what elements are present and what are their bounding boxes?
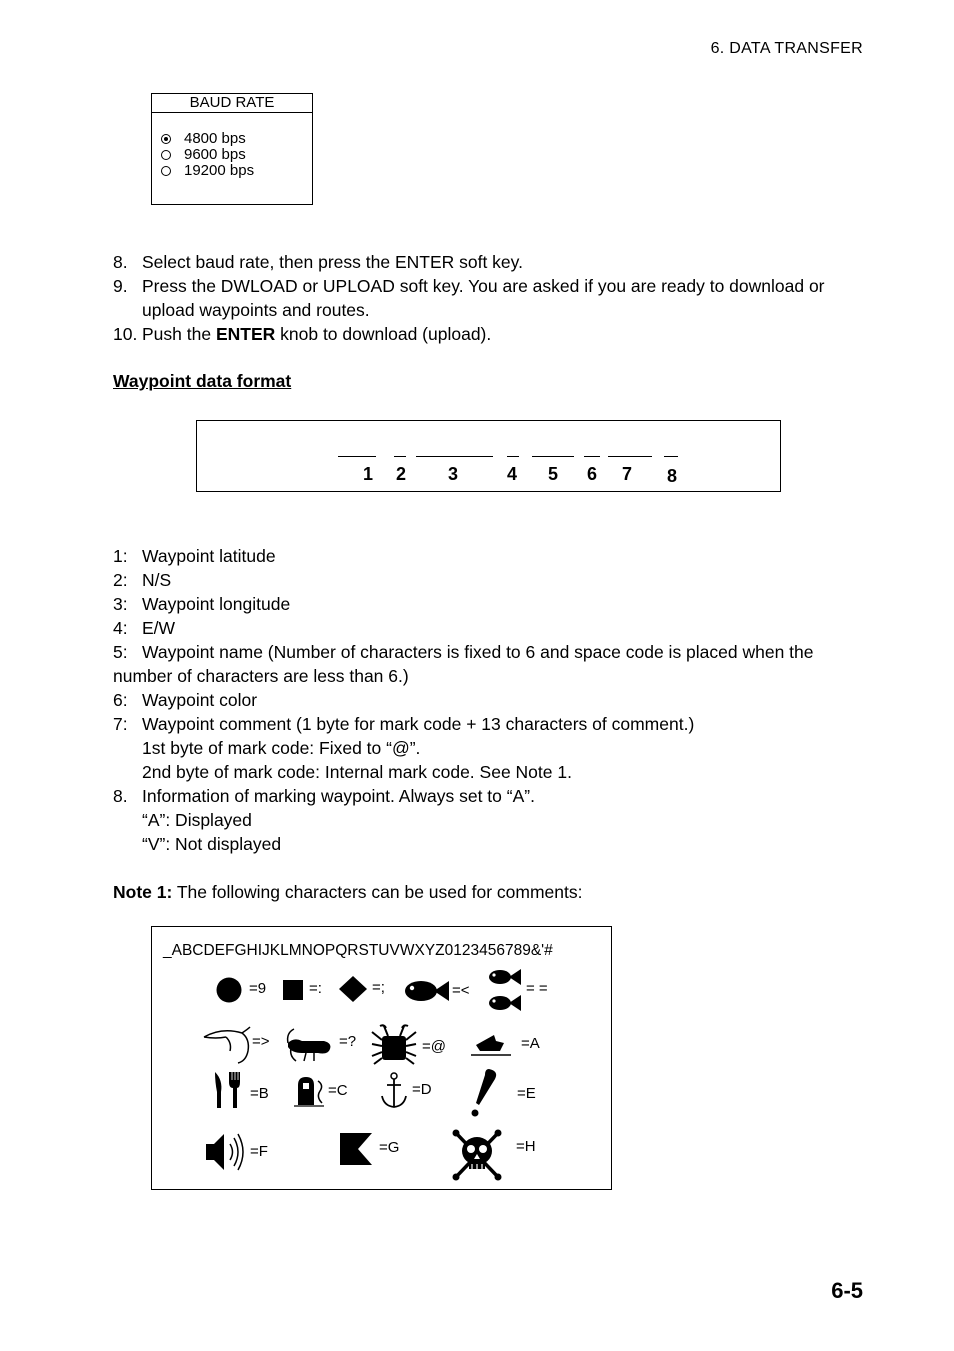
waypoint-format-heading: Waypoint data format xyxy=(113,371,292,391)
definition-number: 5: xyxy=(113,642,128,662)
definition-subline: 1st byte of mark code: Fixed to “@”. xyxy=(142,738,421,758)
field-underline xyxy=(338,456,376,457)
mark-code: =; xyxy=(372,979,385,996)
mark-code: = = xyxy=(526,980,548,997)
step-number: 9. xyxy=(113,276,128,296)
field-underline xyxy=(416,456,493,457)
definition-subline: 2nd byte of mark code: Internal mark code. See Note 1. xyxy=(142,762,572,782)
mark-code: =A xyxy=(521,1035,540,1052)
field-number: 6 xyxy=(586,464,597,484)
baud-rate-options xyxy=(152,131,312,179)
mark-code: =G xyxy=(379,1139,400,1156)
speaker-icon xyxy=(204,1130,246,1174)
fork-knife-icon xyxy=(213,1070,241,1110)
mark-code: =E xyxy=(517,1085,536,1102)
enter-knob-label: ENTER xyxy=(215,324,276,344)
definition-item xyxy=(113,544,873,568)
definition-item xyxy=(113,688,873,712)
baud-option-19200[interactable] xyxy=(152,163,312,179)
definition-text: Information of marking waypoint. Always set to “A”. xyxy=(142,786,535,806)
mark-code: =D xyxy=(412,1081,432,1098)
definition-item xyxy=(113,640,873,664)
definition-item xyxy=(113,712,873,736)
definition-number: 6: xyxy=(113,690,128,710)
definition-text: Waypoint name (Number of characters is fixed to 6 and space code is placed when the xyxy=(142,642,814,662)
two-fish-icon xyxy=(488,967,522,1015)
field-underline xyxy=(532,456,574,457)
step-text: Press the DWLOAD or UPLOAD soft key. You are asked if you are ready to download or upload waypoints and routes. xyxy=(142,276,825,320)
step-text: Select baud rate, then press the ENTER soft key. xyxy=(142,252,523,272)
definition-number: 8. xyxy=(113,786,128,806)
step-item xyxy=(113,250,873,274)
definition-item xyxy=(113,784,873,808)
definition-number: 4: xyxy=(113,618,128,638)
radio-selected-icon[interactable] xyxy=(161,134,171,144)
skull-crossbones-icon xyxy=(452,1129,502,1181)
baud-option-label: 9600 bps xyxy=(184,146,246,163)
field-definitions xyxy=(113,544,873,856)
definition-text: Waypoint comment (1 byte for mark code + 13 characters of comment.) xyxy=(142,714,695,734)
definition-text: Waypoint longitude xyxy=(142,594,291,614)
definition-number: 1: xyxy=(113,546,128,566)
mark-code: =9 xyxy=(249,980,267,997)
page-number: 6-5 xyxy=(831,1278,863,1303)
definition-item xyxy=(113,568,873,592)
definition-subline: “V”: Not displayed xyxy=(142,834,282,854)
step-text xyxy=(113,322,873,346)
wreck-icon xyxy=(470,1031,512,1057)
mark-code: =F xyxy=(250,1143,268,1160)
note-label: Note 1: xyxy=(113,882,173,902)
baud-option-4800[interactable] xyxy=(152,131,312,147)
definition-text: Waypoint latitude xyxy=(142,546,276,566)
shrimp-icon xyxy=(284,1027,334,1063)
field-number: 8 xyxy=(666,466,677,486)
step-text-post: knob to download (upload). xyxy=(275,324,492,344)
character-set: _ABCDEFGHIJKLMNOPQRSTUVWXYZ0123456789&'# xyxy=(163,942,553,959)
waypoint-format-diagram xyxy=(196,420,781,492)
step-item xyxy=(113,274,873,322)
mark-code: =@ xyxy=(422,1038,446,1055)
dolphin-icon xyxy=(202,1025,252,1065)
baud-rate-dialog xyxy=(151,93,313,205)
mark-code: => xyxy=(252,1033,270,1050)
field-underline xyxy=(664,456,678,457)
definition-text: N/S xyxy=(142,570,172,590)
field-number: 7 xyxy=(621,464,632,484)
step-item xyxy=(113,322,873,346)
field-underline xyxy=(608,456,652,457)
field-number: 3 xyxy=(447,464,458,484)
fish-icon xyxy=(404,978,450,1004)
flag-icon xyxy=(338,1131,374,1167)
mark-code: =C xyxy=(328,1082,348,1099)
definition-item xyxy=(113,616,873,640)
field-number: 5 xyxy=(547,464,558,484)
procedure-steps xyxy=(113,250,873,346)
baud-option-9600[interactable] xyxy=(152,147,312,163)
diamond-icon xyxy=(338,975,368,1003)
definition-subline: “A”: Displayed xyxy=(142,810,252,830)
mark-code: =: xyxy=(309,980,322,997)
note-1 xyxy=(113,880,582,904)
definition-item xyxy=(113,592,873,616)
mark-code: =H xyxy=(516,1138,536,1155)
definition-text: Waypoint color xyxy=(142,690,258,710)
exclamation-icon xyxy=(467,1067,501,1119)
comment-characters-box xyxy=(151,926,612,1190)
field-number: 2 xyxy=(395,464,406,484)
baud-option-label: 4800 bps xyxy=(184,130,246,147)
field-underline xyxy=(394,456,406,457)
baud-option-label: 19200 bps xyxy=(184,162,255,179)
mark-code: =B xyxy=(250,1085,269,1102)
baud-rate-title: BAUD RATE xyxy=(152,94,312,113)
anchor-icon xyxy=(380,1072,408,1110)
definition-number: 3: xyxy=(113,594,128,614)
field-underline xyxy=(584,456,600,457)
definition-number: 2: xyxy=(113,570,128,590)
section-header: 6. DATA TRANSFER xyxy=(710,40,863,57)
note-text: The following characters can be used for comments: xyxy=(172,882,583,902)
step-number: 10. xyxy=(113,324,138,344)
definition-text: E/W xyxy=(142,618,176,638)
step-number: 8. xyxy=(113,252,128,272)
definition-number: 7: xyxy=(113,714,128,734)
diver-icon xyxy=(294,1075,328,1107)
definition-continuation: number of characters are less than 6.) xyxy=(113,666,409,686)
crab-icon xyxy=(370,1024,418,1066)
square-icon xyxy=(282,979,304,1001)
field-number: 4 xyxy=(506,464,517,484)
step-text-pre: Push the xyxy=(142,324,216,344)
field-underline xyxy=(507,456,519,457)
circle-icon xyxy=(215,976,243,1004)
radio-unselected-icon[interactable] xyxy=(161,166,171,176)
mark-code: =< xyxy=(452,982,470,999)
radio-unselected-icon[interactable] xyxy=(161,150,171,160)
mark-code: =? xyxy=(339,1033,357,1050)
field-number: 1 xyxy=(362,464,373,484)
